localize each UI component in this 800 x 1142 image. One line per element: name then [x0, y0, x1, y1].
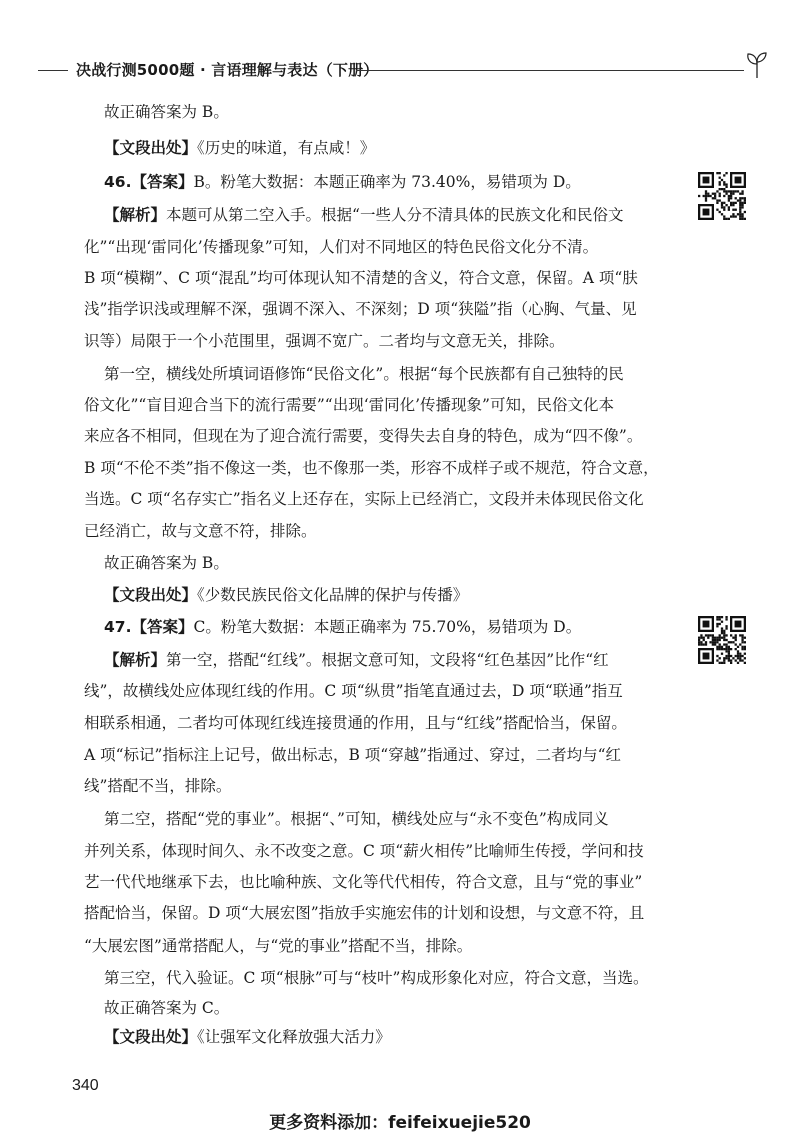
line-text: 第一空，横线处所填词语修饰“民俗文化”。根据“每个民族都有自己独特的民 — [104, 365, 624, 383]
text-line — [104, 998, 229, 1018]
line-text: C。粉笔大数据：本题正确率为 75.70%，易错项为 D。 — [193, 618, 582, 636]
line-text: 当选。C 项“名存实亡”指名义上还存在，实际上已经消亡，文段并未体现民俗文化 — [84, 490, 644, 508]
bold-label: 【解析】 — [104, 206, 167, 224]
text-line — [84, 903, 644, 923]
text-line — [104, 172, 581, 192]
text-line — [104, 205, 623, 225]
line-text: 第三空，代入验证。C 项“根脉”可与“枝叶”构成形象化对应，符合文意，当选。 — [104, 969, 649, 987]
text-line — [104, 809, 609, 829]
line-text: 《让强军文化释放强大活力》 — [197, 1028, 391, 1046]
bold-label: 47.【答案】 — [104, 618, 194, 636]
bold-label: 【文段出处】 — [104, 586, 198, 604]
line-text: 故正确答案为 B。 — [104, 554, 229, 572]
text-line — [84, 872, 642, 892]
text-line — [84, 331, 565, 351]
text-line — [84, 237, 598, 257]
text-line — [104, 968, 649, 988]
line-text: 本题可从第二空入手。根据“一些人分不清具体的民族文化和民俗文 — [166, 206, 624, 224]
line-text: “大展宏图”通常搭配人，与“党的事业”搭配不当，排除。 — [84, 937, 473, 955]
line-text: 已经消亡，故与文意不符，排除。 — [84, 522, 317, 540]
line-text: 第一空，搭配“红线”。根据文意可知，文段将“红色基因”比作“红 — [166, 651, 609, 669]
text-line — [104, 617, 581, 637]
book-title: 决战行测5000题 · 言语理解与表达（下册） — [76, 61, 379, 79]
line-text: 《历史的味道，有点咸！》 — [197, 139, 376, 157]
bold-label: 【解析】 — [104, 651, 167, 669]
line-text: 浅”指学识浅或理解不深，强调不深入、不深刻；D 项“狭隘”指（心胸、气量、见 — [84, 300, 637, 318]
line-text: B。粉笔大数据：本题正确率为 73.40%，易错项为 D。 — [193, 173, 581, 191]
text-line — [84, 299, 637, 319]
qr-code-icon[interactable] — [698, 616, 746, 664]
line-text: B 项“不伦不类”指不像这一类，也不像那一类，形容不成样子或不规范，符合文意， — [84, 459, 659, 477]
line-text: 故正确答案为 B。 — [104, 103, 229, 121]
line-text: 识等）局限于一个小范围里，强调不宽广。二者均与文意无关，排除。 — [84, 332, 565, 350]
text-line — [84, 458, 659, 478]
qr-code-icon[interactable] — [698, 172, 746, 220]
text-line — [84, 426, 642, 446]
text-line — [84, 745, 621, 765]
line-text: 搭配恰当，保留。D 项“大展宏图”指放手实施宏伟的计划和设想，与文意不符，且 — [84, 904, 645, 922]
answer-explanations — [84, 102, 696, 1052]
text-line — [84, 713, 627, 733]
header-rule-left — [38, 70, 68, 71]
text-line — [104, 138, 375, 158]
running-header — [0, 58, 800, 82]
line-text: 《少数民族民俗文化品牌的保护与传播》 — [197, 586, 469, 604]
line-text: B 项“模糊”、C 项“混乱”均可体现认知不清楚的含义，符合文意，保留。A 项“肤 — [84, 269, 638, 287]
page-number: 340 — [72, 1077, 99, 1094]
text-line — [84, 489, 644, 509]
text-line — [104, 650, 609, 670]
text-line — [84, 268, 638, 288]
text-line — [84, 841, 644, 861]
text-line — [84, 776, 231, 796]
text-line — [84, 395, 614, 415]
line-text: 化”“出现‘雷同化’传播现象”可知，人们对不同地区的特色民俗文化分不清。 — [84, 238, 599, 256]
line-text: 故正确答案为 C。 — [104, 999, 230, 1017]
line-text: 相联系相通，二者均可体现红线连接贯通的作用，且与“红线”搭配恰当，保留。 — [84, 714, 627, 732]
line-text: 艺一代代地继承下去，也比喻种族、文化等代代相传，符合文意，且与“党的事业” — [84, 873, 643, 891]
sprout-icon — [744, 50, 770, 80]
header-rule-right — [356, 70, 744, 71]
text-line — [104, 102, 229, 122]
line-text: 俗文化”“盲目迎合当下的流行需要”“出现‘雷同化’传播现象”可知，民俗文化本 — [84, 396, 614, 414]
text-line — [104, 553, 229, 573]
line-text: 来应各不相同，但现在为了迎合流行需要，变得失去自身的特色，成为“四不像”。 — [84, 427, 643, 445]
bold-label: 46.【答案】 — [104, 173, 194, 191]
line-text: 线”，故横线处应体现红线的作用。C 项“纵贯”指笔直通过去，D 项“联通”指互 — [84, 682, 623, 700]
line-text: 第二空，搭配“党的事业”。根据“、”可知，横线处应与“永不变色”构成同义 — [104, 810, 609, 828]
text-line — [84, 936, 472, 956]
line-text: A 项“标记”指标注上记号，做出标志，B 项“穿越”指通过、穿过，二者均与“红 — [84, 746, 622, 764]
line-text: 线”搭配不当，排除。 — [84, 777, 232, 795]
bold-label: 【文段出处】 — [104, 139, 198, 157]
line-text: 并列关系，体现时间久、永不改变之意。C 项“薪火相传”比喻师生传授，学问和技 — [84, 842, 644, 860]
footer-contact-note: 更多资料添加：feifeixuejie520 — [269, 1113, 531, 1133]
text-line — [104, 585, 468, 605]
text-line — [84, 521, 317, 541]
text-line — [104, 1027, 391, 1047]
bold-label: 【文段出处】 — [104, 1028, 198, 1046]
text-line — [84, 681, 623, 701]
text-line — [104, 364, 624, 384]
